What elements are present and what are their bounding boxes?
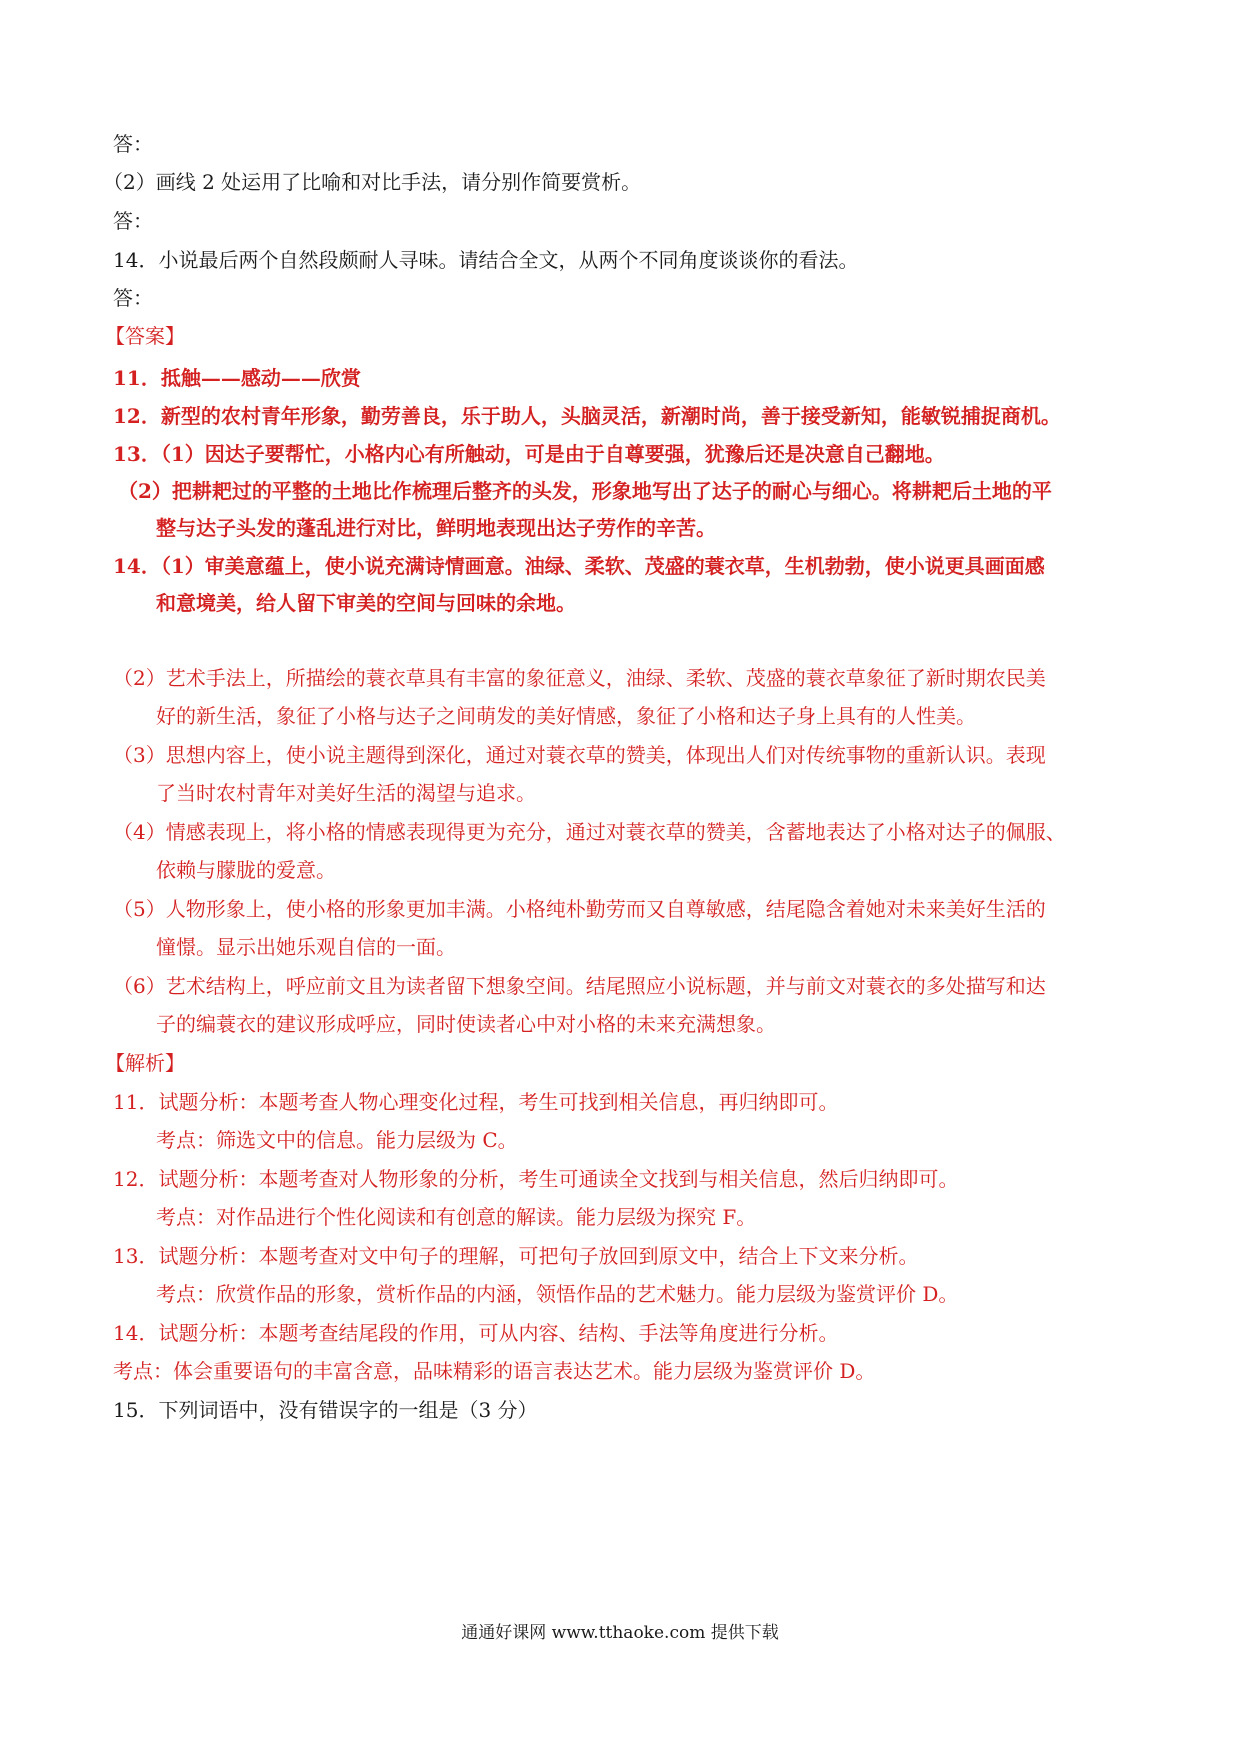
answer-12: 12．新型的农村青年形象，勤劳善良，乐于助人，头脑灵活，新潮时尚，善于接受新知，能敏锐捕捉商机。 — [113, 404, 1061, 428]
answer-14-5-cont: 憧憬。显示出她乐观自信的一面。 — [156, 935, 456, 959]
answer-11: 11．抵触——感动——欣赏 — [113, 366, 361, 390]
answer-14-1: 14．（1）审美意蕴上，使小说充满诗情画意。油绿、柔软、茂盛的蓑衣草，生机勃勃，使小说更具画面感 — [113, 554, 1045, 578]
answer-14-2: （2）艺术手法上，所描绘的蓑衣草具有丰富的象征意义，油绿、柔软、茂盛的蓑衣草象征了新时期农民美 — [113, 666, 1046, 690]
answer-14-1-cont: 和意境美，给人留下审美的空间与回味的余地。 — [156, 591, 576, 615]
answer-heading: 【答案】 — [105, 324, 185, 348]
analysis-13: 13．试题分析：本题考查对文中句子的理解，可把句子放回到原文中，结合上下文来分析。 — [113, 1244, 919, 1268]
answer-14-2-cont: 好的新生活，象征了小格与达子之间萌发的美好情感，象征了小格和达子身上具有的人性美。 — [156, 704, 976, 728]
question-answer-1: 答： — [113, 132, 153, 156]
answer-13-2-cont: 整与达子头发的蓬乱进行对比，鲜明地表现出达子劳作的辛苦。 — [156, 516, 716, 540]
answer-14-3-cont: 了当时农村青年对美好生活的渴望与追求。 — [156, 781, 536, 805]
analysis-12-kaodian: 考点：对作品进行个性化阅读和有创意的解读。能力层级为探究 F。 — [156, 1205, 757, 1229]
answer-13-2: （2）把耕耙过的平整的土地比作梳理后整齐的头发，形象地写出了达子的耐心与细心。将耕耙后土地的平 — [118, 479, 1052, 503]
question-14: 14．小说最后两个自然段颇耐人寻味。请结合全文，从两个不同角度谈谈你的看法。 — [113, 248, 859, 272]
question-15: 15．下列词语中，没有错误字的一组是（3 分） — [113, 1398, 538, 1422]
question-answer-2: 答： — [113, 209, 153, 233]
analysis-13-kaodian: 考点：欣赏作品的形象，赏析作品的内涵，领悟作品的艺术魅力。能力层级为鉴赏评价 D。 — [156, 1282, 959, 1306]
analysis-12: 12．试题分析：本题考查对人物形象的分析，考生可通读全文找到与相关信息，然后归纳即可。 — [113, 1167, 959, 1191]
answer-14-4-cont: 依赖与朦胧的爱意。 — [156, 858, 336, 882]
answer-14-6-cont: 子的编蓑衣的建议形成呼应，同时使读者心中对小格的未来充满想象。 — [156, 1012, 776, 1036]
question-13-2: （2）画线 2 处运用了比喻和对比手法，请分别作简要赏析。 — [103, 170, 642, 194]
answer-14-4: （4）情感表现上，将小格的情感表现得更为充分，通过对蓑衣草的赞美，含蓄地表达了小格对达子的佩服、 — [113, 820, 1066, 844]
answer-14-3: （3）思想内容上，使小说主题得到深化，通过对蓑衣草的赞美，体现出人们对传统事物的重新认识。表现 — [113, 743, 1046, 767]
page-footer: 通通好课网 www.tthaoke.com 提供下载 — [461, 1623, 779, 1643]
analysis-11: 11．试题分析：本题考查人物心理变化过程，考生可找到相关信息，再归纳即可。 — [113, 1090, 839, 1114]
answer-14-5: （5）人物形象上，使小格的形象更加丰满。小格纯朴勤劳而又自尊敏感，结尾隐含着她对未来美好生活的 — [113, 897, 1046, 921]
analysis-14-kaodian: 考点：体会重要语句的丰富含意，品味精彩的语言表达艺术。能力层级为鉴赏评价 D。 — [113, 1359, 876, 1383]
question-answer-3: 答： — [113, 286, 153, 310]
answer-13-1: 13．（1）因达子要帮忙，小格内心有所触动，可是由于自尊要强，犹豫后还是决意自己翻地。 — [113, 442, 945, 466]
analysis-11-kaodian: 考点：筛选文中的信息。能力层级为 C。 — [156, 1128, 518, 1152]
analysis-heading: 【解析】 — [105, 1051, 185, 1075]
analysis-14: 14．试题分析：本题考查结尾段的作用，可从内容、结构、手法等角度进行分析。 — [113, 1321, 839, 1345]
answer-14-6: （6）艺术结构上，呼应前文且为读者留下想象空间。结尾照应小说标题，并与前文对蓑衣的多处描写和达 — [113, 974, 1046, 998]
